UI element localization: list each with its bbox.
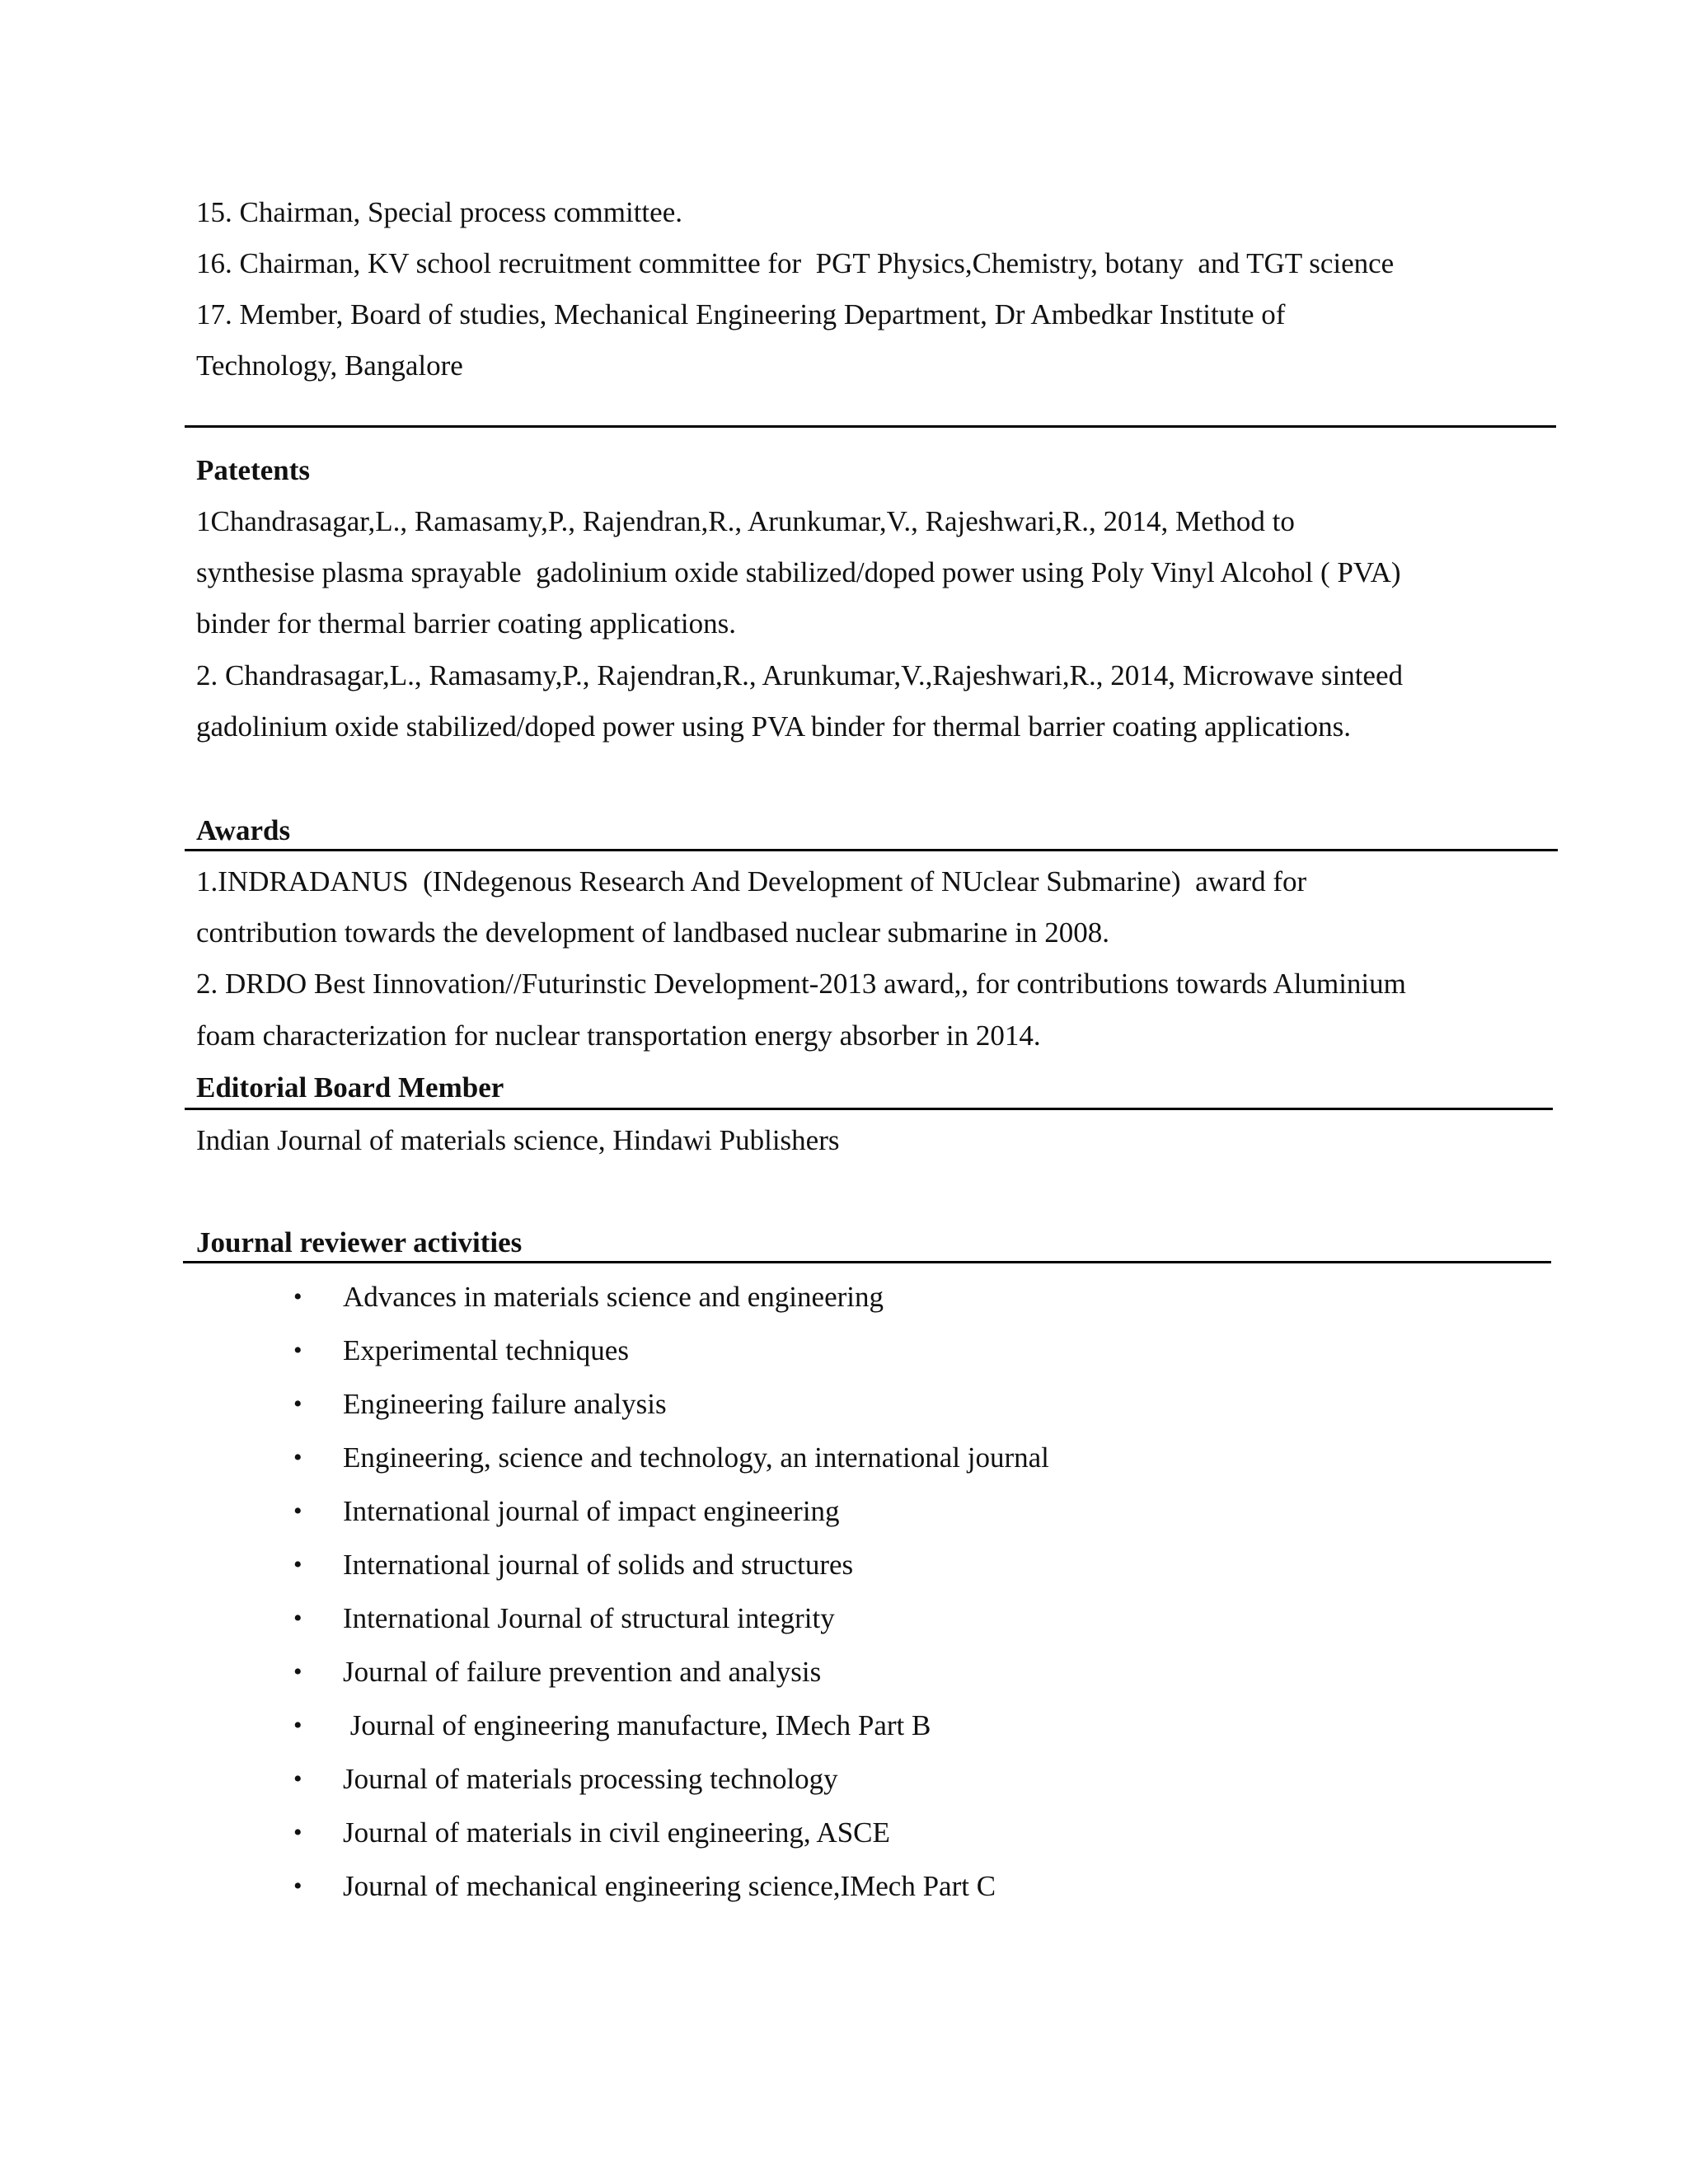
awards-underline xyxy=(185,849,1558,851)
patent-line: synthesise plasma sprayable gadolinium oxide stabilized/doped power using Poly Vinyl Alcohol ( PVA) xyxy=(196,556,1401,588)
list-item-text: International journal of solids and structures xyxy=(343,1549,854,1581)
bullet-marker: • xyxy=(293,1390,302,1418)
bullet-marker: • xyxy=(293,1444,302,1471)
list-item-text: Journal of materials in civil engineering, ASCE xyxy=(343,1816,890,1849)
bullet-marker: • xyxy=(293,1658,302,1685)
editorial-heading: Editorial Board Member xyxy=(196,1071,504,1104)
committee-line: Technology, Bangalore xyxy=(196,349,463,382)
bullet-marker: • xyxy=(293,1872,302,1900)
award-line: 2. DRDO Best Iinnovation//Futurinstic Development-2013 award,, for contributions towards Aluminium xyxy=(196,968,1406,1000)
bullet-marker: • xyxy=(293,1497,302,1525)
bullet-marker: • xyxy=(293,1283,302,1310)
bullet-marker: • xyxy=(293,1819,302,1846)
patent-line: 2. Chandrasagar,L., Ramasamy,P., Rajendran,R., Arunkumar,V.,Rajeshwari,R., 2014, Microwave sinteed xyxy=(196,659,1403,691)
list-item-text: Advances in materials science and engineering xyxy=(343,1281,884,1313)
reviewer-underline xyxy=(183,1261,1551,1263)
section-divider xyxy=(185,425,1556,428)
patent-line: 1Chandrasagar,L., Ramasamy,P., Rajendran,R., Arunkumar,V., Rajeshwari,R., 2014, Method to xyxy=(196,505,1295,537)
editorial-underline xyxy=(185,1108,1553,1110)
patents-heading: Patetents xyxy=(196,454,311,486)
committee-line: 15. Chairman, Special process committee. xyxy=(196,196,682,228)
patent-line: binder for thermal barrier coating applications. xyxy=(196,607,737,640)
list-item-text: Journal of mechanical engineering science,IMech Part C xyxy=(343,1870,996,1902)
list-item-text: International journal of impact engineering xyxy=(343,1495,840,1527)
bullet-marker: • xyxy=(293,1712,302,1739)
list-item-text: Engineering failure analysis xyxy=(343,1388,667,1420)
bullet-marker: • xyxy=(293,1337,302,1364)
reviewer-heading: Journal reviewer activities xyxy=(196,1226,523,1258)
award-line: 1.INDRADANUS (INdegenous Research And Development of NUclear Submarine) award for xyxy=(196,865,1307,898)
bullet-marker: • xyxy=(293,1551,302,1578)
list-item-text: Journal of engineering manufacture, IMech Part B xyxy=(343,1709,931,1741)
committee-line: 17. Member, Board of studies, Mechanical Engineering Department, Dr Ambedkar Institute of xyxy=(196,298,1286,330)
list-item-text: Experimental techniques xyxy=(343,1334,629,1366)
award-line: contribution towards the development of landbased nuclear submarine in 2008. xyxy=(196,916,1110,949)
patent-line: gadolinium oxide stabilized/doped power using PVA binder for thermal barrier coating applications. xyxy=(196,710,1351,743)
editorial-line: Indian Journal of materials science, Hindawi Publishers xyxy=(196,1124,840,1156)
awards-heading: Awards xyxy=(196,814,291,846)
award-line: foam characterization for nuclear transportation energy absorber in 2014. xyxy=(196,1019,1041,1052)
list-item-text: Engineering, science and technology, an international journal xyxy=(343,1441,1049,1474)
list-item-text: Journal of failure prevention and analysis xyxy=(343,1656,822,1688)
list-item-text: Journal of materials processing technology xyxy=(343,1763,838,1795)
bullet-marker: • xyxy=(293,1765,302,1793)
bullet-marker: • xyxy=(293,1605,302,1632)
list-item-text: International Journal of structural integrity xyxy=(343,1602,835,1634)
committee-line: 16. Chairman, KV school recruitment committee for PGT Physics,Chemistry, botany and TGT science xyxy=(196,247,1395,279)
